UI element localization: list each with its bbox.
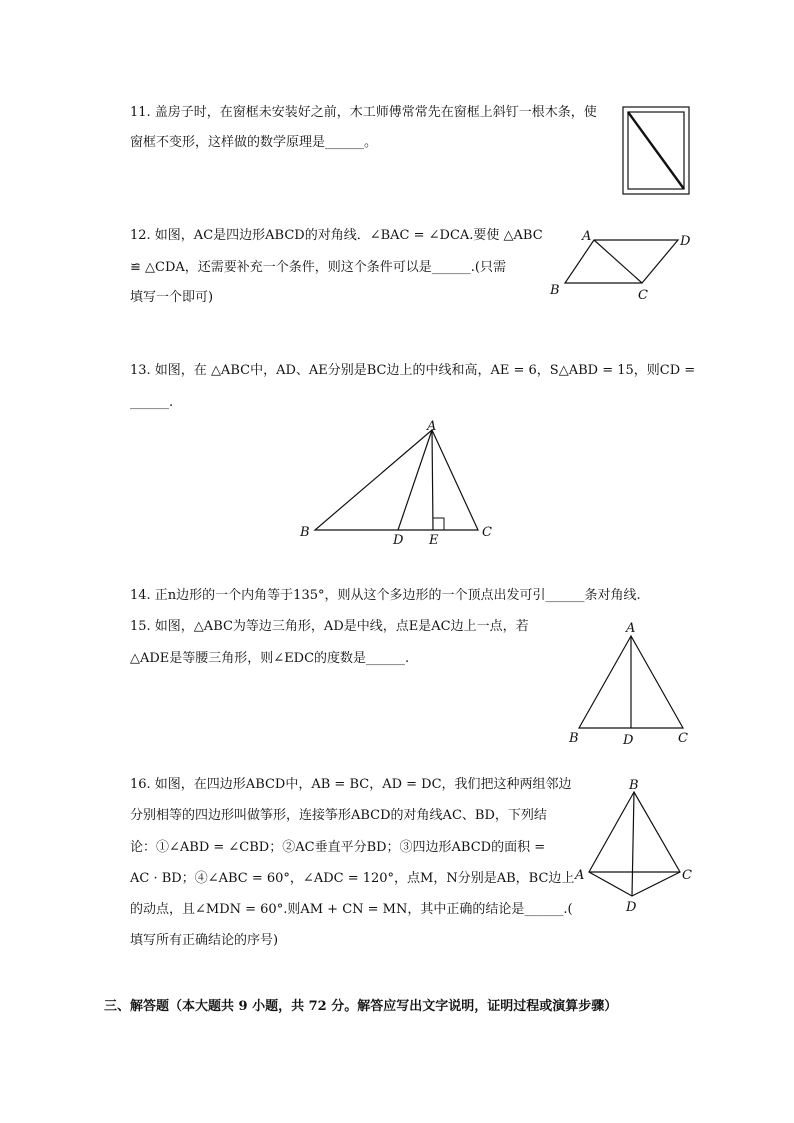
q16-line3: 论：①∠ABD = ∠CBD；②AC垂直平分BD；③四边形ABCD的面积 =	[130, 840, 546, 855]
q16-kite-abcd	[589, 792, 680, 896]
q12-line3: 填写一个即可)	[130, 290, 214, 305]
q16-line6: 填写所有正确结论的序号)	[130, 933, 279, 948]
q12-parallelogram-figure	[545, 228, 695, 308]
q16-label-a: A	[575, 868, 585, 883]
q16-line4: AC · BD；④∠ABC = 60°，∠ADC = 120°，点M，N分别是AB，BC边上	[130, 871, 575, 886]
q13-label-c: C	[482, 525, 492, 540]
q13-triangle-abc	[315, 430, 478, 530]
q16-label-c: C	[682, 868, 692, 883]
q16-line1: 16. 如图，在四边形ABCD中，AB = BC，AD = DC，我们把这种两组邻边	[130, 777, 572, 792]
q15-label-c: C	[678, 731, 688, 746]
q16-line5: 的动点，且∠MDN = 60°.则AM + CN = MN，其中正确的结论是______.(	[130, 902, 573, 917]
q13-right-angle-mark	[433, 518, 444, 530]
q12-label-d: D	[680, 234, 691, 249]
q16-label-b: B	[629, 778, 639, 793]
q16-diagonal-bd	[632, 792, 634, 896]
q13-label-a: A	[427, 419, 437, 434]
q15-label-d: D	[623, 733, 634, 748]
q16-line2: 分别相等的四边形叫做筝形，连接筝形ABCD的对角线AC、BD，下列结	[130, 808, 547, 823]
q13-triangle-figure	[298, 418, 508, 548]
q13-line1: 13. 如图，在 △ABC中，AD、AE分别是BC边上的中线和高，AE = 6，S△ABD = 15，则CD =	[130, 363, 696, 378]
q11-line2: 窗框不变形，这样做的数学原理是______。	[130, 135, 378, 150]
q11-line1: 11. 盖房子时，在窗框未安装好之前，木工师傅常常先在窗框上斜钉一根木条，使	[130, 105, 597, 120]
q15-equilateral-triangle-figure	[565, 618, 705, 748]
q14-line1: 14. 正n边形的一个内角等于135°，则从这个多边形的一个顶点出发可引______条对角线.	[130, 588, 641, 603]
q15-line2: △ADE是等腰三角形，则∠EDC的度数是______.	[130, 651, 410, 666]
q15-label-b: B	[569, 731, 579, 746]
q13-height-ae	[432, 430, 433, 530]
q12-quadrilateral	[565, 240, 678, 283]
q16-label-d: D	[626, 900, 637, 915]
q12-diagonal-ac	[594, 240, 642, 283]
q12-line1: 12. 如图，AC是四边形ABCD的对角线．∠BAC = ∠DCA.要使 △ABC	[130, 228, 543, 243]
q12-line2: ≌ △CDA，还需要补充一个条件，则这个条件可以是______.(只需	[130, 260, 506, 275]
q15-label-a: A	[626, 621, 636, 636]
q16-kite-figure	[572, 776, 702, 916]
q15-line1: 15. 如图，△ABC为等边三角形，AD是中线，点E是AC边上一点，若	[130, 619, 529, 634]
q11-window-frame-figure	[622, 106, 692, 196]
section-3-heading: 三、解答题（本大题共 9 小题，共 72 分。解答应写出文字说明，证明过程或演算步骤）	[104, 999, 618, 1014]
q13-label-e: E	[429, 533, 439, 548]
q11-diagonal-brace	[628, 112, 684, 189]
q13-label-b: B	[300, 525, 310, 540]
q13-label-d: D	[393, 533, 404, 548]
q13-line2: ______.	[130, 395, 174, 410]
q12-label-c: C	[638, 288, 648, 303]
q12-label-b: B	[550, 283, 560, 298]
q12-label-a: A	[582, 229, 592, 244]
